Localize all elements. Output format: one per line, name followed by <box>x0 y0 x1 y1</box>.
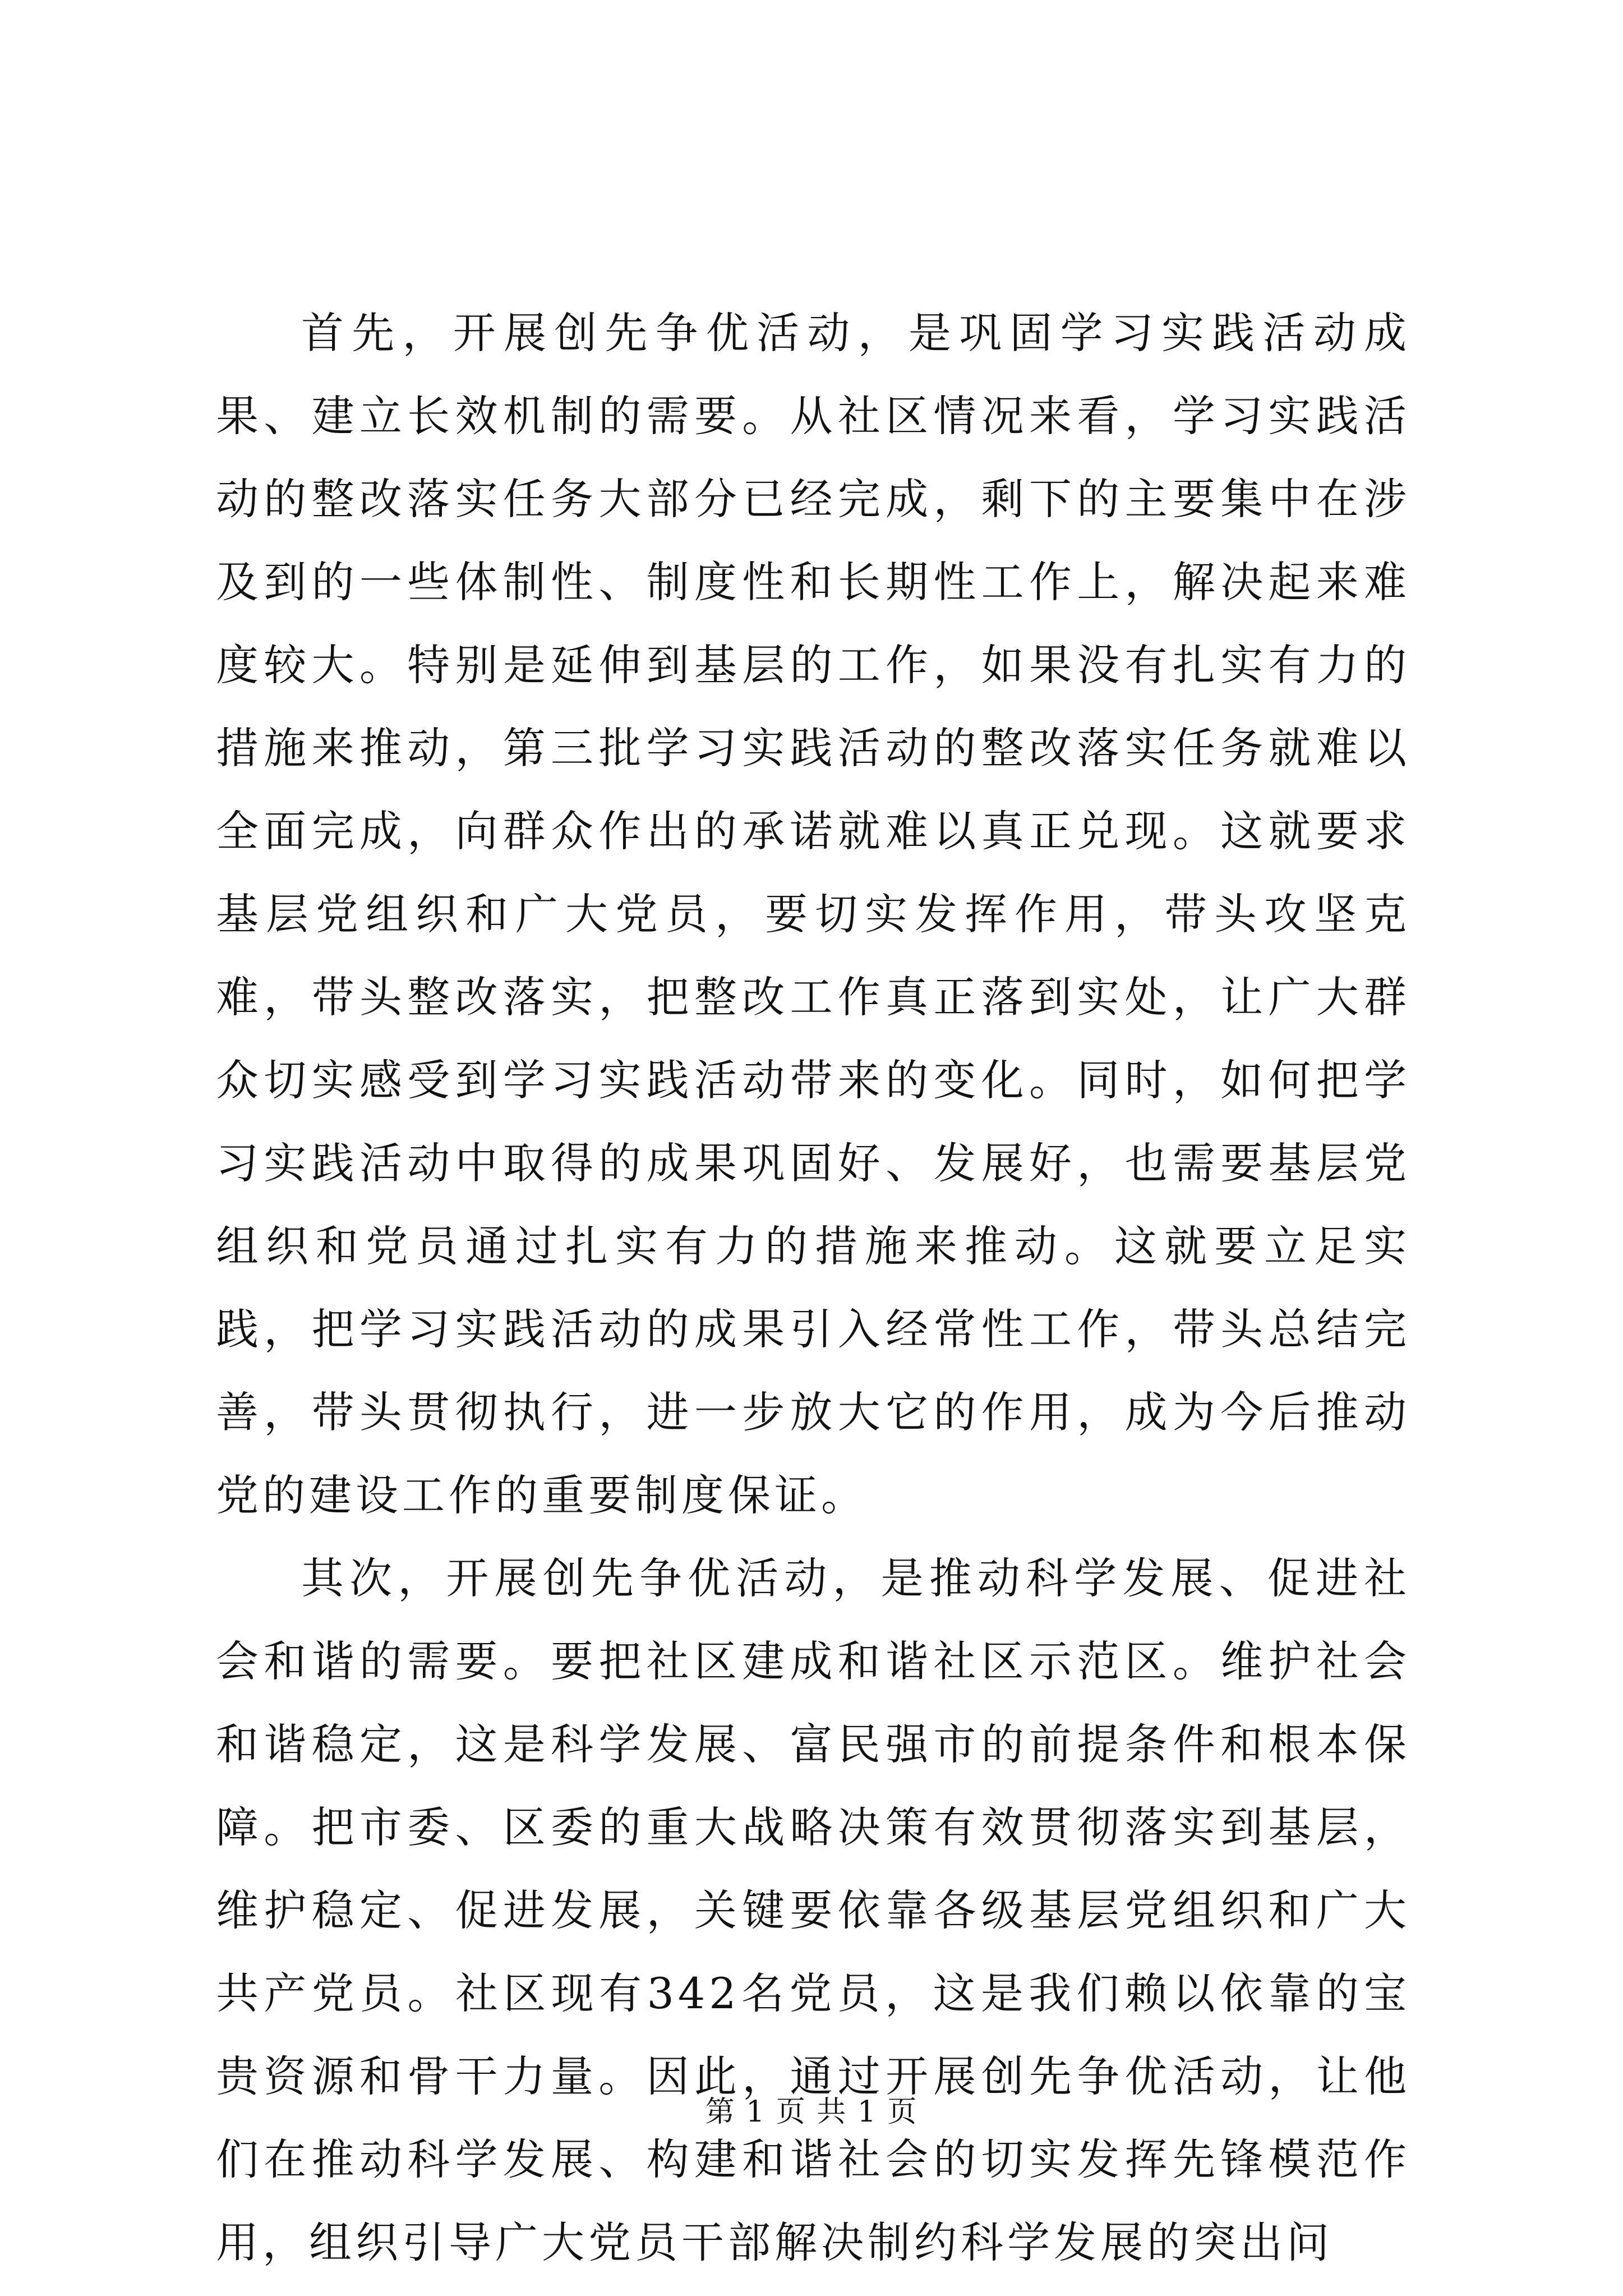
paragraph-first: 首先，开展创先争优活动，是巩固学习实践活动成果、建立长效机制的需要。从社区情况来看，学习实践活动的整改落实任务大部分已经完成，剩下的主要集中在涉及到的一些体制性、制度性和长期性工作上，解决起来难度较大。特别是延伸到基层的工作，如果没有扎实有力的措施来推动，第三批学习实践活动的整改落实任务就难以全面完成，向群众作出的承诺就难以真正兑现。这就要求基层党组织和广大党员，要切实发挥作用，带头攻坚克难，带头整改落实，把整改工作真正落到实处，让广大群众切实感受到学习实践活动带来的变化。同时，如何把学习实践活动中取得的成果巩固好、发展好，也需要基层党组织和党员通过扎实有力的措施来推动。这就要立足实践，把学习实践活动的成果引入经常性工作，带头总结完善，带头贯彻执行，进一步放大它的作用，成为今后推动党的建设工作的重要制度保证。 <box>216 308 1410 1520</box>
document-body <box>216 292 1410 2284</box>
page-footer: 第 1 页 共 1 页 <box>705 2095 918 2129</box>
paragraph-second: 其次，开展创先争优活动，是推动科学发展、促进社会和谐的需要。要把社区建成和谐社区示范区。维护社会和谐稳定，这是科学发展、富民强市的前提条件和根本保障。把市委、区委的重大战略决策有效贯彻落实到基层，维护稳定、促进发展，关键要依靠各级基层党组织和广大共产党员。社区现有342名党员，这是我们赖以依靠的宝贵资源和骨干力量。因此，通过开展创先争优活动，让他们在推动科学发展、构建和谐社会的切实发挥先锋模范作用，组织引导广大党员干部解决制约科学发展的突出问 <box>216 1553 1410 2267</box>
